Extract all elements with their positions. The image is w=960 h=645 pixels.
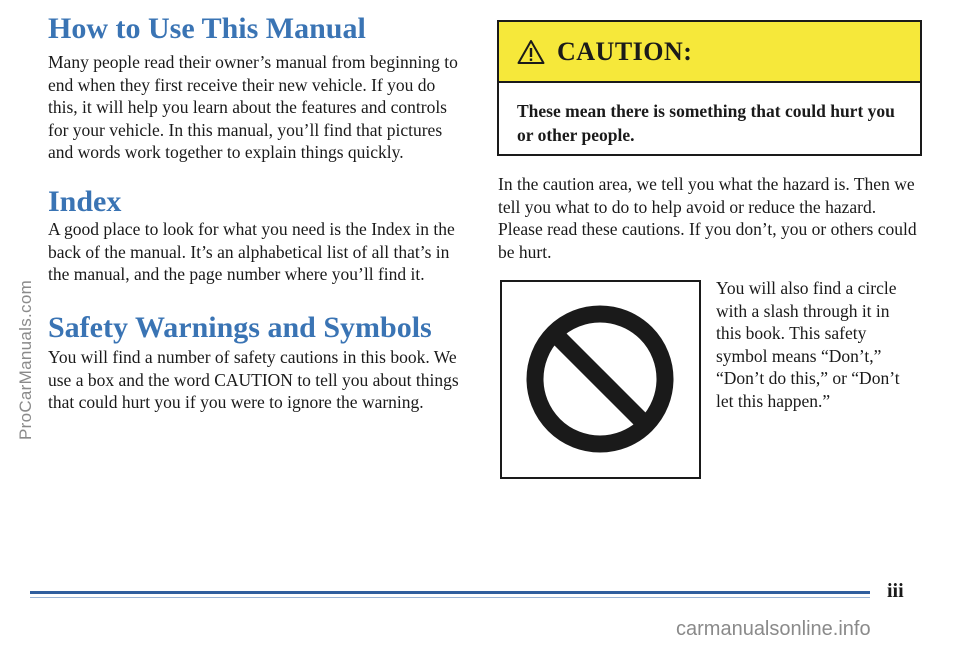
section-body-safety: You will find a number of safety cautions in this book. We use a box and the word CAUTION to tell you about things that could hurt you if you were to ignore the warning. <box>48 347 459 412</box>
caution-text: These mean there is something that could hurt you or other people. <box>517 101 895 145</box>
prohibition-circle-icon <box>502 282 699 477</box>
side-watermark <box>0 0 35 645</box>
side-watermark-text: ProCarManuals.com <box>16 279 35 440</box>
page-number: iii <box>887 580 904 602</box>
section-body-how-to-use: Many people read their owner’s manual from beginning to end when they first receive their new vehicle. If you do this, it will help you learn about the features and controls for your vehicle. In this manual, you’ll find that pictures and words work together to explain things quickly. <box>48 52 458 162</box>
footer-watermark: carmanualsonline.info <box>676 618 871 640</box>
section-body-index: A good place to look for what you need is the Index in the back of the manual. It’s an alphabetical list of all that’s in the manual, and the page number where you’ll find it. <box>48 219 455 284</box>
section-title-index: Index <box>48 185 122 218</box>
caution-title: CAUTION: <box>557 36 693 66</box>
caution-area-description: In the caution area, we tell you what the hazard is. Then we tell you what to do to help avoid or reduce the hazard. Please read these cautions. If you don’t, you or others could be hurt. <box>498 174 917 262</box>
prohibition-symbol-frame <box>500 280 701 479</box>
warning-triangle-icon <box>517 39 545 65</box>
footer-rule-thin <box>30 597 870 598</box>
section-title-how-to-use: How to Use This Manual <box>48 12 366 45</box>
caution-box <box>497 20 922 156</box>
footer-rule <box>30 591 870 594</box>
symbol-description: You will also find a circle with a slash through it in this book. This safety symbol means “Don’t,” “Don’t do this,” or “Don’t let this happen.” <box>716 278 900 411</box>
caution-header <box>499 22 920 83</box>
section-title-safety: Safety Warnings and Symbols <box>48 311 432 344</box>
